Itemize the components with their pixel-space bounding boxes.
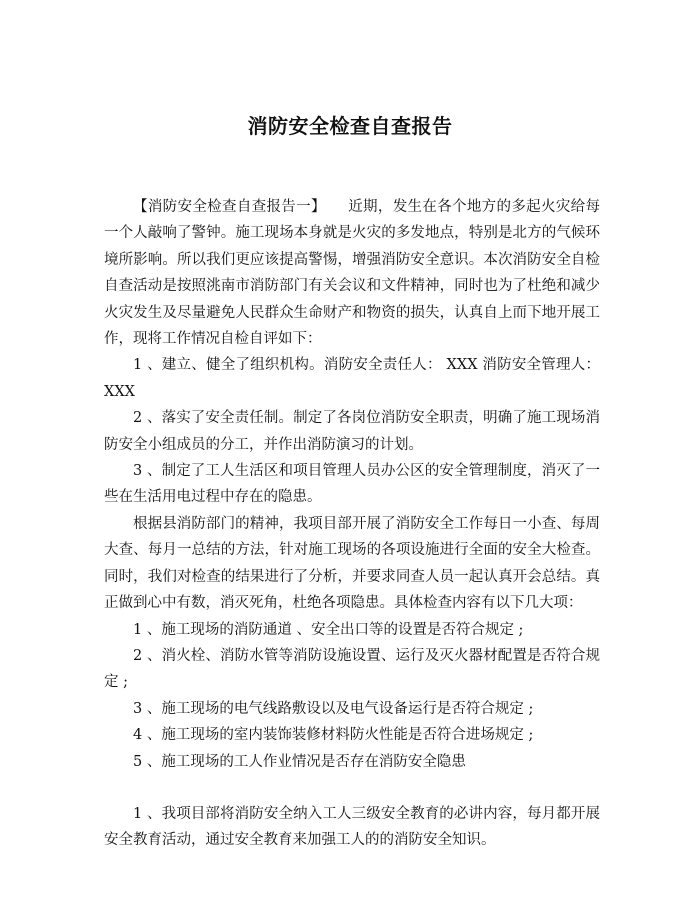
paragraph-gap <box>104 775 600 801</box>
check-item-1: 1 、施工现场的消防通道 、安全出口等的设置是否符合规定 ; <box>133 621 524 638</box>
check-item-5: 5 、施工现场的工人作业情况是否存在消防安全隐患 <box>133 753 466 770</box>
check-item-4: 4 、施工现场的室内装饰装修材料防火性能是否符合进场规定 ; <box>133 727 534 744</box>
check-item-2: 2 、消火栓、消防水管等消防设施设置、运行及灭火器材配置是否符合规定 ; <box>104 647 600 691</box>
item-management-rules: 3 、制定了工人生活区和项目管理人员办公区的安全管理制度，消灭了一些在生活用电过程中存在的隐患。 <box>104 463 600 506</box>
check-item-3: 3 、施工现场的电气线路敷设以及电气设备运行是否符合规定 ; <box>133 700 534 717</box>
item-responsibility: 2 、落实了安全责任制。制定了各岗位消防安全职责，明确了施工现场消防安全小组成员的分工，并作出消防演习的计划。 <box>104 410 600 453</box>
closing-paragraph: 1 、我项目部将消防安全纳入工人三级安全教育的必讲内容，每月都开展安全教育活动，通过安全教育来加强工人的的消防安全知识。 <box>104 805 600 849</box>
inspection-paragraph: 根据县消防部门的精神，我项目部开展了消防安全工作每日一小查、每周大查、每月一总结的方法，针对施工现场的各项设施进行全面的安全大检查。同时，我们对检查的结果进行了分析，并要求同查人员一起认真开会总结。真正做到心中有数，消灭死角，杜绝各项隐患。具体检查内容有以下几大项： <box>104 515 600 612</box>
intro-paragraph: 【消防安全检查自查报告一】 近期，发生在各个地方的多起火灾给每一个人敲响了警钟。施工现场本身就是火灾的多发地点，特别是北方的气候环境所影响。所以我们更应该提高警惕，增强消防安全意识。本次消防安全自检自查活动是按照洮南市消防部门有关会议和文件精神，同时也为了杜绝和减少火灾发生及尽量避免人民群众生命财产和物资的损失，认真自上而下地开展工作，现将工作情况自检自评如下： <box>104 199 600 348</box>
document-body <box>104 194 600 854</box>
item-organization: 1 、建立、健全了组织机构。消防安全责任人： XXX 消防安全管理人： XXX <box>104 357 600 400</box>
document-title: 消防安全检查自查报告 <box>247 114 453 138</box>
